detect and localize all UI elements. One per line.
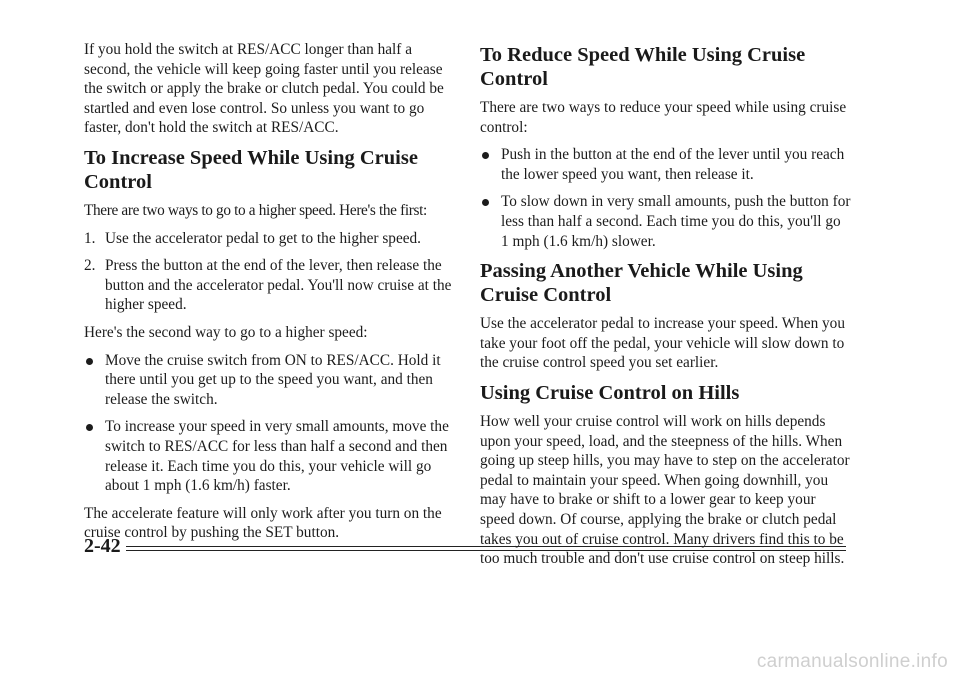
- list-item: [480, 192, 852, 251]
- list-item: [84, 256, 456, 315]
- list-item: [84, 417, 456, 495]
- heading-increase-speed: To Increase Speed While Using Cruise Control: [84, 146, 418, 193]
- bullet-icon: [482, 199, 489, 206]
- passing-paragraph: Use the accelerator pedal to increase your speed. When you take your foot off the pedal, your vehicle will slow down to the cruise control speed you set earlier.: [480, 315, 845, 372]
- list-item: [84, 351, 456, 410]
- step-number: 1.: [84, 229, 96, 247]
- bullet-icon: [86, 358, 93, 365]
- step-text: Use the accelerator pedal to get to the higher speed.: [105, 229, 421, 247]
- bullet-text: To increase your speed in very small amounts, move the switch to RES/ACC for less than half a second and then release it. Each time you do this, your vehicle will go about 1 mph (1.6 km/h) faster.: [105, 418, 449, 495]
- second-way-text: Here's the second way to go to a higher speed:: [84, 323, 368, 341]
- closing-paragraph: The accelerate feature will only work after you turn on the cruise control by pushing the SET button.: [84, 504, 442, 542]
- heading-reduce-speed: To Reduce Speed While Using Cruise Control: [480, 44, 806, 90]
- intro-paragraph: If you hold the switch at RES/ACC longer than half a second, the vehicle will keep going faster until you release the switch or apply the brake or clutch pedal. You could be startled and even lose control. So unless you want to go faster, don't hold the switch at RES/ACC.: [84, 41, 444, 137]
- page-footer: [84, 535, 846, 559]
- list-item: [84, 229, 456, 249]
- increase-intro: There are two ways to go to a higher speed. Here's the first:: [84, 201, 427, 219]
- step-text: Press the button at the end of the lever, then release the button and the accelerator pedal. You'll now cruise at the higher speed.: [105, 257, 452, 314]
- list-item: [480, 145, 852, 184]
- bullet-text: To slow down in very small amounts, push the button for less than half a second. Each time you do this, you'll go 1 mph (1.6 km/h) slower.: [501, 193, 851, 250]
- bullet-icon: [86, 424, 93, 431]
- increase-bullets-list: [84, 351, 456, 496]
- footer-rule: [126, 546, 846, 551]
- left-column: [84, 40, 456, 551]
- reduce-intro: There are two ways to reduce your speed while using cruise control:: [480, 99, 847, 136]
- increase-steps-list: [84, 229, 456, 315]
- right-column: [480, 40, 852, 577]
- bullet-icon: [482, 152, 489, 159]
- hills-paragraph: How well your cruise control will work on hills depends upon your speed, load, and the steepness of the hills. When going up steep hills, you may have to step on the accelerator pedal to maintain your speed. When going downhill, you may have to brake or shift to a lower gear to keep your speed down. Of course, applying the brake or clutch pedal takes you out of cruise control. Many drivers find this to be too much trouble and don't use cruise control on steep hills.: [480, 412, 850, 568]
- bullet-text: Push in the button at the end of the lever until you reach the lower speed you want, then release it.: [501, 146, 845, 183]
- step-number: 2.: [84, 257, 96, 275]
- watermark: carmanualsonline.info: [756, 651, 948, 672]
- bullet-text: Move the cruise switch from ON to RES/ACC. Hold it there until you get up to the speed you want, and then release the switch.: [105, 351, 441, 408]
- heading-hills: Using Cruise Control on Hills: [480, 381, 740, 404]
- page-number: 2-42: [84, 535, 121, 557]
- reduce-bullets-list: [480, 145, 852, 251]
- heading-passing: Passing Another Vehicle While Using Cruise Control: [480, 260, 803, 307]
